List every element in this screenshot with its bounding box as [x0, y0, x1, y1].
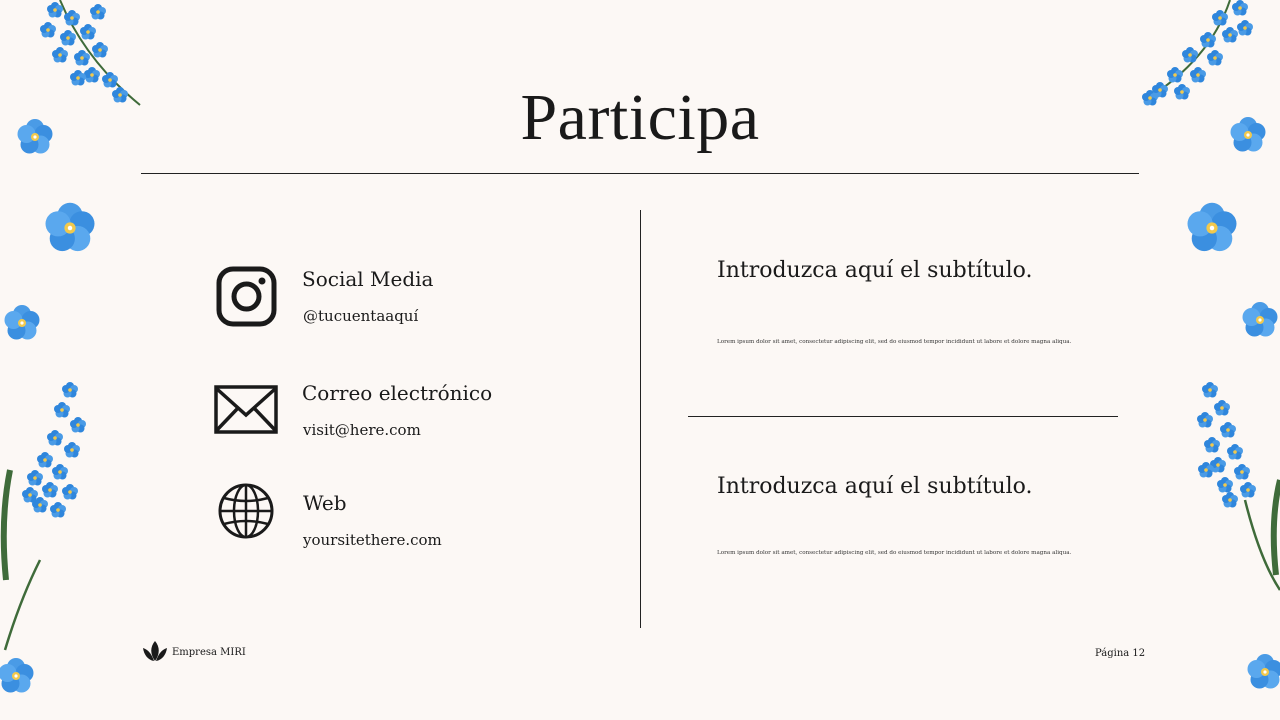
contact-title-email: Correo electrónico	[302, 381, 493, 405]
contact-value-email[interactable]: visit@here.com	[303, 421, 421, 439]
leaf-logo-icon	[142, 639, 168, 663]
page-number: Página 12	[1095, 648, 1146, 659]
section-body-1: Lorem ipsum dolor sit amet, consectetur adipiscing elit, sed do eiusmod tempor incididunt ut labore et dolore magna aliqua.	[717, 339, 1072, 345]
title-divider	[141, 173, 1139, 174]
contact-title-social: Social Media	[302, 267, 434, 291]
section-divider	[688, 416, 1118, 417]
section-subtitle-1: Introduzca aquí el subtítulo.	[717, 258, 1033, 283]
contact-value-social[interactable]: @tucuentaaquí	[303, 307, 419, 325]
instagram-icon	[216, 266, 277, 327]
company-name: Empresa MIRI	[172, 647, 246, 658]
section-subtitle-2: Introduzca aquí el subtítulo.	[717, 474, 1033, 499]
contact-value-web[interactable]: yoursitethere.com	[303, 531, 442, 549]
contact-title-web: Web	[303, 491, 347, 515]
globe-icon	[218, 483, 274, 539]
section-body-2: Lorem ipsum dolor sit amet, consectetur adipiscing elit, sed do eiusmod tempor incididunt ut labore et dolore magna aliqua.	[717, 550, 1072, 556]
page-title: Participa	[520, 81, 760, 154]
mail-icon	[214, 385, 278, 434]
column-divider	[640, 210, 641, 628]
